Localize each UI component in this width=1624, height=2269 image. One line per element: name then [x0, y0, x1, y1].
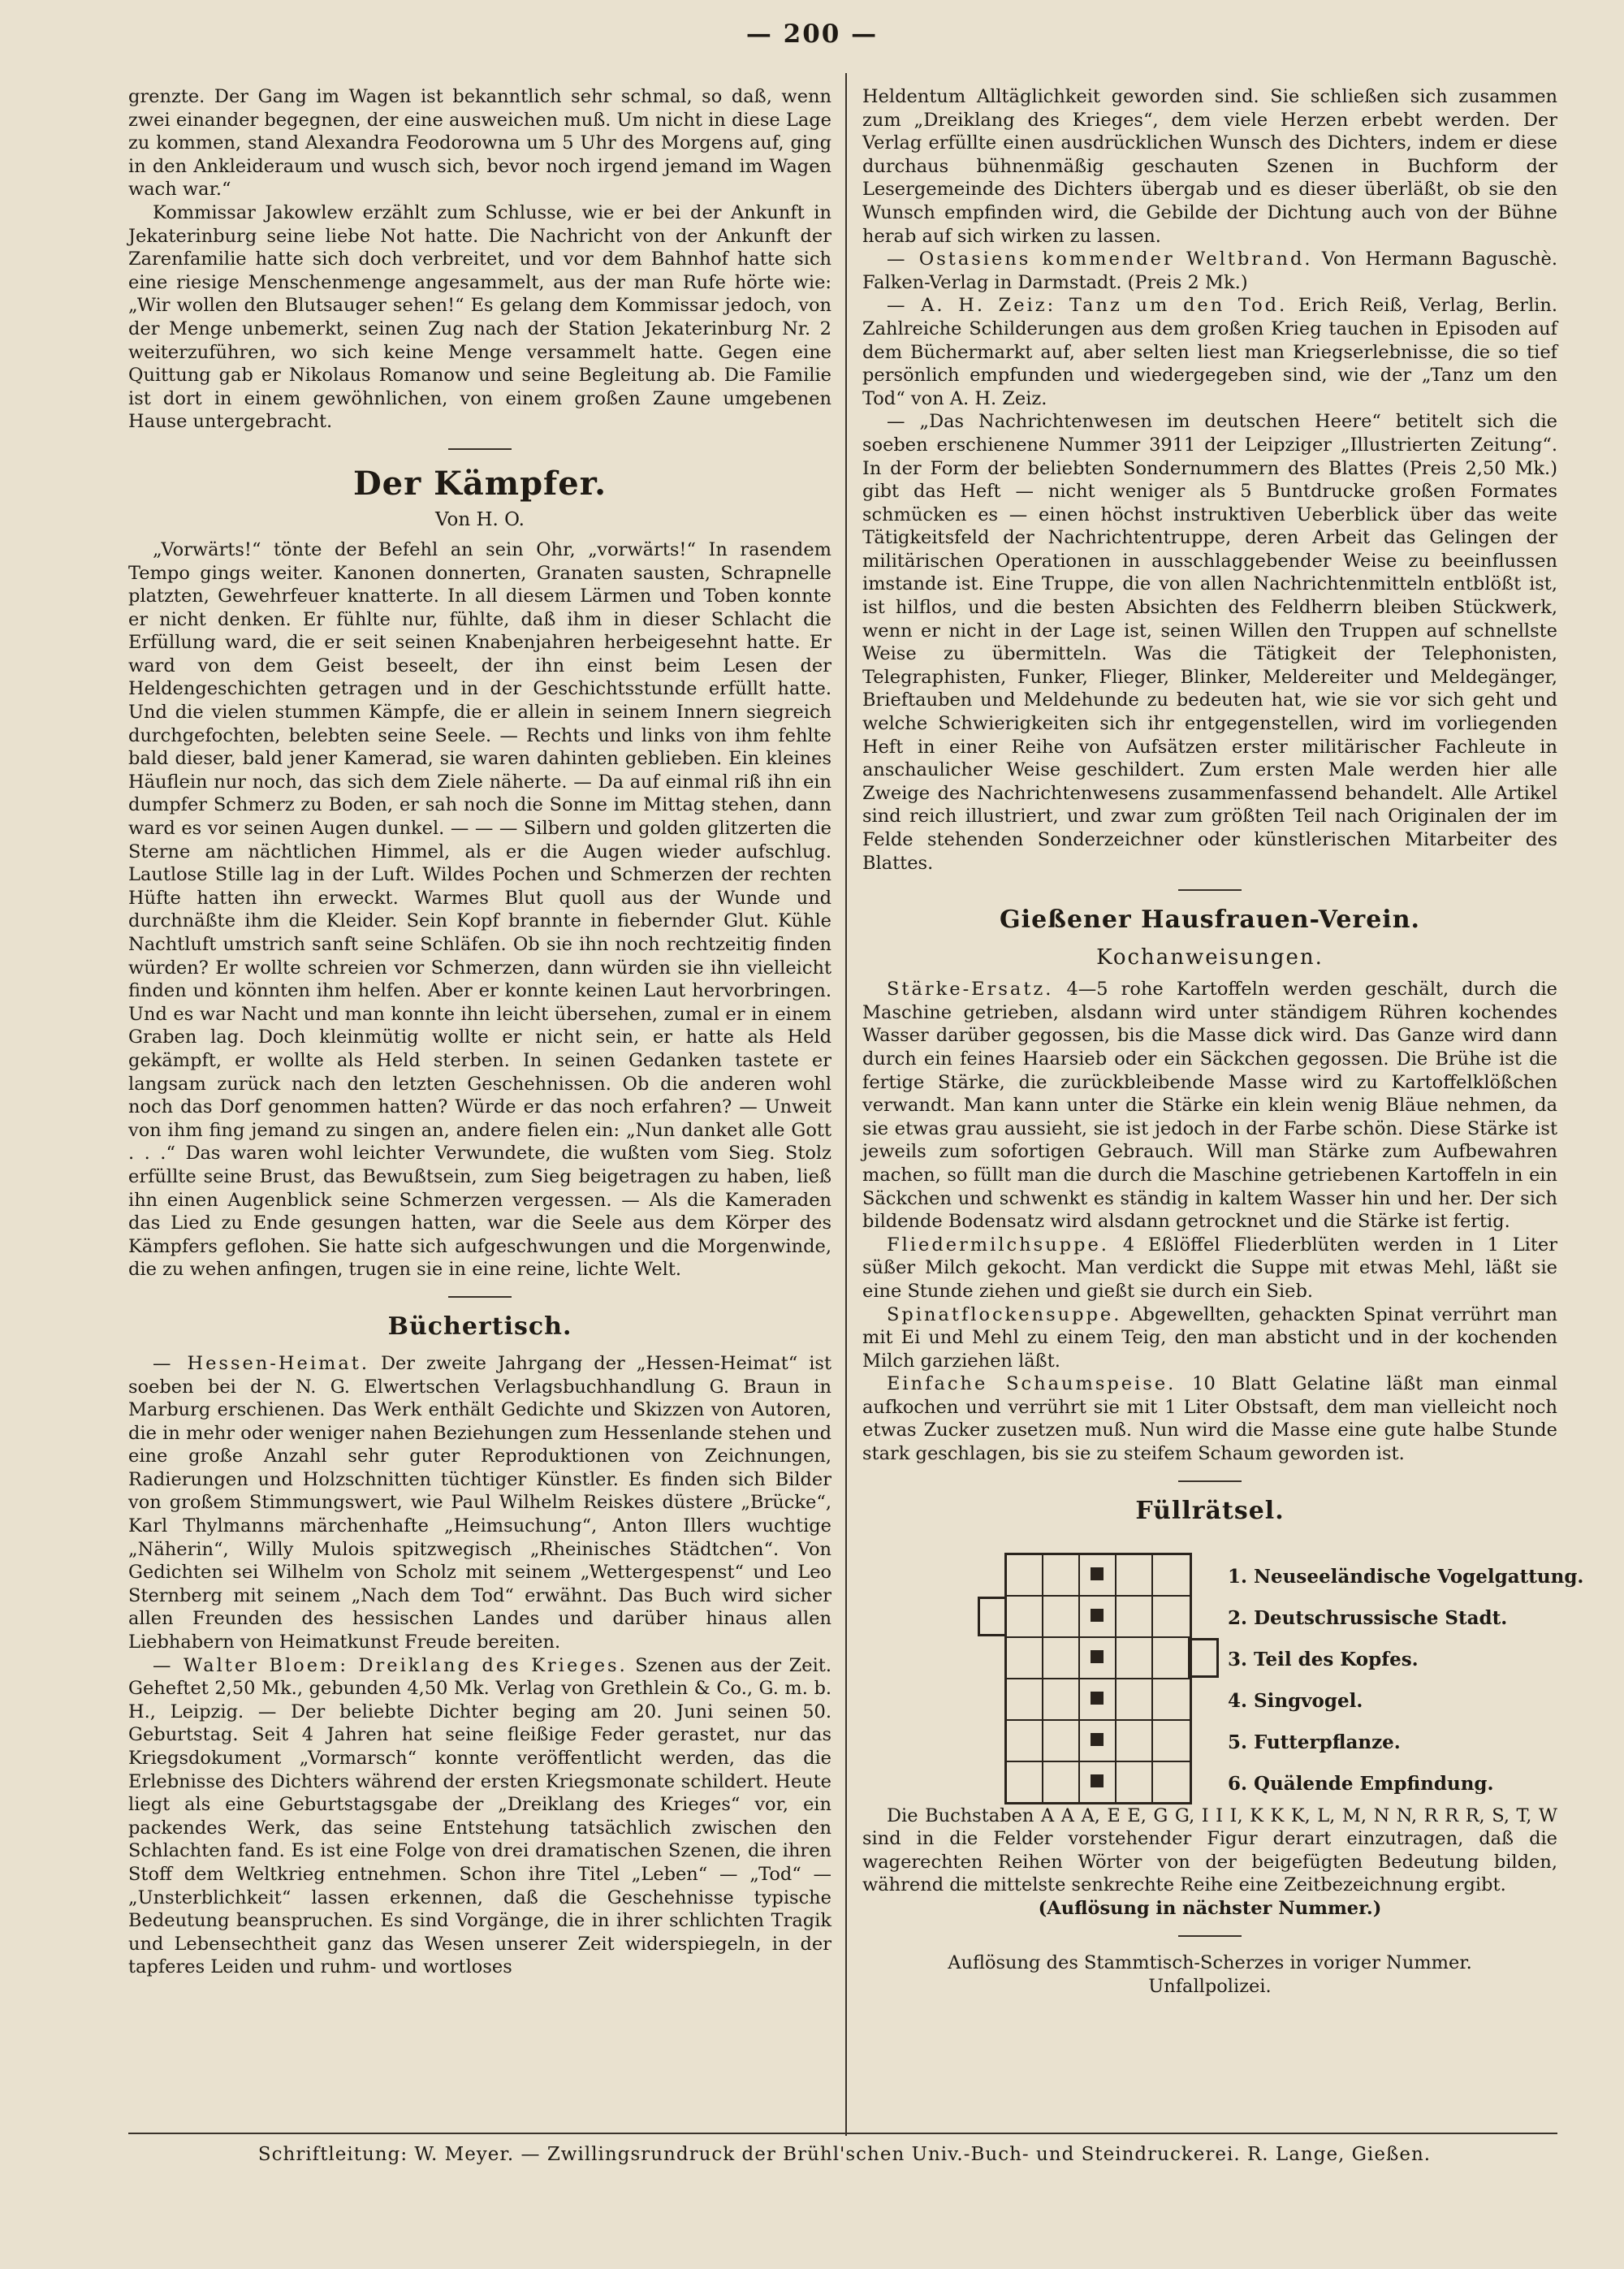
column-divider: [845, 73, 847, 2136]
book-review: [128, 1352, 831, 1654]
puzzle-cell: [1043, 1597, 1080, 1636]
fill-puzzle: [862, 1536, 1584, 1804]
book-review: — „Das Nachrichtenwesen im deutschen Heere“ betitelt sich die soeben erschienene Nummer 3911 der Leipziger „Illustrierten Zeitung“. In der Form der beliebten Sondernummern des Blattes (Preis 2,50 Mk.) gibt das Heft — nicht weniger als 5 Buntdrucke großen Formates schmücken es — einen höchst instruktiven Ueberblick über das weite Tätigkeitsfeld der Nachrichtentruppe, deren Arbeit das Gelingen der militärischen Operationen in ausschlaggebender Weise zu beeinflussen imstande ist. Eine Truppe, die von allen Nachrichtenmitteln entblößt ist, ist hilflos, und die besten Absichten des Feldherrn bleiben Stückwerk, wenn er nicht in der Lage ist, seinen Willen den Truppen auf schnellste Weise zu übermitteln. Was die Tätigkeit der Telephonisten, Telegraphisten, Funker, Flieger, Blinker, Meldereiter und Meldegänger, Brieftauben und Meldehunde zu bedeuten hat, wie sie vor sich geht und welche Schwierigkeiten sich ihr entgegenstellen, wird im vorliegenden Heft in einer Reihe von Aufsätzen erster militärischer Fachleute in anschaulicher Weise geschildert. Zum ersten Male werden hier alle Zweige des Nachrichtenwesens zusammenfassend behandelt. Alle Artikel sind reich illustriert, und zwar zum größten Teil nach Originalen der im Felde stehenden Sonderzeichner oder künstlerischen Mitarbeiter des Blattes.: [862, 411, 1557, 874]
puzzle-cell-middle: [1080, 1762, 1116, 1802]
recipe-text: 4 Eßlöffel Fliederblüten werden in 1 Liter süßer Milch gekocht. Man verdickt die Suppe mit etwas Mehl, läßt sie eine Stunde ziehen und gießt sie durch ein Sieb.: [862, 1234, 1557, 1302]
puzzle-cell: [1116, 1762, 1153, 1802]
puzzle-row: [1007, 1679, 1190, 1721]
puzzle-row: [1007, 1555, 1190, 1597]
section-subtitle: Kochanweisungen.: [1096, 945, 1324, 970]
recipe-text: 4—5 rohe Kartoffeln werden geschält, durch die Maschine getrieben, alsdann wird unter ständigem Rühren kochendes Wasser darüber gegossen, bis die Masse dick wird. Das Ganze wird dann durch ein feines Haarsieb oder ein Säckchen gegossen. Die Brühe ist die fertige Stärke, die zurückbleibende Masse wird zu Kartoffelklößchen verwandt. Man kann unter die Stärke ein klein wenig Bläue nehmen, da sie etwas grau aussieht, sie ist jedoch in der Farbe schön. Diese Stärke ist jeweils zum sofortigen Gebrauch. Will man Stärke zum Aufbewahren machen, so füllt man die durch die Maschine getriebenen Kartoffeln in ein Säckchen und schwenkt es ständig in kaltem Wasser hin und her. Der sich bildende Bodensatz wird alsdann getrocknet und die Stärke ist fertig.: [862, 979, 1557, 1233]
puzzle-cell: [1007, 1597, 1043, 1636]
puzzle-cell: [1043, 1721, 1080, 1761]
puzzle-cell-middle: [1080, 1638, 1116, 1678]
book-review: [862, 248, 1557, 294]
recipe-head: Fliedermilchsuppe.: [887, 1234, 1109, 1256]
puzzle-cell: [1116, 1679, 1153, 1719]
puzzle-instructions: Die Buchstaben A A A, E E, G G, I I I, K K K, L, M, N N, R R R, S, T, W sind in die Felder vorstehender Figur derart einzutragen, daß die wagerechten Reihen Wörter von der beigefügten Bedeutung bilden, während die mittelste senkrechte Reihe eine Zeitbezeichnung ergibt.: [862, 1804, 1557, 1896]
puzzle-cell: [1043, 1679, 1080, 1719]
recipe: [862, 978, 1557, 1234]
solution-heading: Auflösung des Stammtisch-Scherzes in voriger Nummer.: [948, 1952, 1472, 1974]
puzzle-cell: [1116, 1638, 1153, 1678]
puzzle-row: [1007, 1638, 1190, 1679]
puzzle-title: Füllrätsel.: [1135, 1496, 1285, 1525]
puzzle-grid: [1004, 1553, 1192, 1804]
puzzle-row: [1007, 1721, 1190, 1762]
section-title-buechertisch: Büchertisch.: [387, 1312, 572, 1341]
recipe-head: Einfache Schaumspeise.: [887, 1373, 1177, 1395]
book-review-head: — Ostasiens kommender Weltbrand.: [887, 249, 1313, 270]
story-author: Von H. O.: [435, 508, 525, 530]
puzzle-cell: [1007, 1555, 1043, 1595]
article-continuation: grenzte. Der Gang im Wagen ist bekanntlich sehr schmal, so daß, wenn zwei einander begegnen, der eine ausweichen muß. Um nicht in diese Lage zu kommen, stand Alexandra Feodorowna um 5 Uhr des Morgens auf, ging in den Ankleideraum und wusch sich, bevor noch irgend jemand im Wagen wach war.“: [128, 86, 831, 201]
puzzle-clue: 4. Singvogel.: [1228, 1689, 1363, 1712]
recipe-text: Abgewellten, gehackten Spinat verrührt man mit Ei und Mehl zu einem Teig, den man absticht und in der kochenden Milch garziehen läßt.: [862, 1303, 1557, 1372]
puzzle-row: [1007, 1597, 1190, 1638]
left-column: [128, 85, 831, 1979]
puzzle-clue: 2. Deutschrussische Stadt.: [1228, 1606, 1508, 1629]
puzzle-cell: [1116, 1721, 1153, 1761]
puzzle-cell: [1153, 1555, 1190, 1595]
puzzle-cell-middle: [1080, 1721, 1116, 1761]
book-review-head: — Walter Bloem: Dreiklang des Krieges.: [153, 1654, 628, 1676]
separator: [1178, 889, 1242, 891]
puzzle-clue: 6. Quälende Empfindung.: [1228, 1772, 1494, 1795]
puzzle-cell: [1153, 1597, 1190, 1636]
puzzle-cell: [1116, 1555, 1153, 1595]
puzzle-cell: [1153, 1638, 1190, 1678]
article-paragraph: Kommissar Jakowlew erzählt zum Schlusse, wie er bei der Ankunft in Jekaterinburg seine liebe Not hatte. Die Nachricht von der Ankunft der Zarenfamilie hatte sich doch verbreitet, und vor dem Bahnhof hatte sich eine riesige Menschenmenge angesammelt, aus der man Rufe hörte wie: „Wir wollen den Blutsauger sehen!“ Es gelang dem Kommissar jedoch, von der Menge unbemerkt, seinen Zug nach der Station Jekaterinburg Nr. 2 weiterzuführen, wo sich keine Menge versammelt hatte. Gegen eine Quittung gab er Nikolaus Romanow und seine Begleitung ab. Die Familie ist dort in einem gewöhnlichen, von einem großen Zaune umgebenen Hause untergebracht.: [128, 201, 831, 433]
separator: [1178, 1935, 1242, 1937]
puzzle-cell-middle: [1080, 1597, 1116, 1636]
puzzle-cell: [1007, 1762, 1043, 1802]
puzzle-cell: [1153, 1721, 1190, 1761]
footer-rule: [128, 2133, 1557, 2134]
puzzle-cell-middle: [1080, 1555, 1116, 1595]
separator: [1178, 1480, 1242, 1482]
book-review-text: Der zweite Jahrgang der „Hessen-Heimat“ ist soeben bei der N. G. Elwertschen Verlagsbuchhandlung G. Braun in Marburg erschienen. Das Werk enthält Gedichte und Skizzen von Autoren, die in mehr oder weniger nahen Beziehungen zum Hessenlande stehen und eine große Anzahl sehr guter Reproduktionen von Zeichnungen, Radierungen und Holzschnitten tüchtiger Künstler. Es finden sich Bilder von großem Stimmungswert, wie Paul Wilhelm Reiskes düstere „Brücke“, Karl Thylmanns märchenhafte „Heimsuchung“, Anton Illers wuchtige „Näherin“, Willy Mulois spitzwegisch „Rheinisches Städtchen“. Von Gedichten sei Wilhelm von Scholz mit seinem „Wettergespenst“ und Leo Sternberg mit seinem „Nach dem Tod“ erwähnt. Das Buch wird sicher allen Freunden des hessischen Landes und darüber hinaus allen Liebhabern von Heimatkunst Freude bereiten.: [128, 1352, 831, 1653]
page-number: — 200 —: [745, 19, 879, 49]
puzzle-cell: [1043, 1638, 1080, 1678]
recipe-head: Stärke-Ersatz.: [887, 979, 1054, 1001]
story-title: Der Kämpfer.: [352, 464, 607, 503]
review-continuation: Heldentum Alltäglichkeit geworden sind. Sie schließen sich zusammen zum „Dreiklang des Krieges“, dem viele Herzen erbebt werden. Der Verlag erfüllte einen ausdrücklichen Wunsch des Dichters, indem er diese durchaus bühnenmäßig geschauten Szenen in Buchform der Lesergemeinde des Dichters übergab und es dieser überläßt, ob sie den Wunsch empfinden wird, die Gebilde der Dichtung auch von der Bühne herab auf sich wirken zu lassen.: [862, 86, 1557, 247]
puzzle-cell-outer: [1190, 1638, 1219, 1678]
imprint-footer: Schriftleitung: W. Meyer. — Zwillingsrundruck der Brühl'schen Univ.-Buch- und Steindruckerei. R. Lange, Gießen.: [257, 2144, 1432, 2165]
separator: [448, 1296, 512, 1298]
section-title-hausfrauen: Gießener Hausfrauen-Verein.: [1000, 905, 1420, 935]
puzzle-note: (Auflösung in nächster Nummer.): [1038, 1898, 1382, 1920]
puzzle-cell-middle: [1080, 1679, 1116, 1719]
puzzle-cell: [1043, 1555, 1080, 1595]
story-text: „Vorwärts!“ tönte der Befehl an sein Ohr, „vorwärts!“ In rasendem Tempo gings weiter. Kanonen donnerten, Granaten sausten, Schrapnelle platzten, Gewehrfeuer knatterte. In all diesem Lärmen und Toben konnte er nicht denken. Er fühlte nur, fühlte, daß ihm in dieser Schlacht die Erfüllung ward, die er seit seinen Knabenjahren herbeigesehnt hatte. Er ward von dem Geist beseelt, der ihn einst beim Lesen der Heldengeschichten getragen und in der Geschichtsstunde erfüllt hatte. Und die vielen stummen Kämpfe, die er allein in seinem Innern siegreich durchgefochten, belebten seine Seele. — Rechts und links von ihm fehlte bald dieser, bald jener Kamerad, sie waren dahinten geblieben. Ein kleines Häuflein nur noch, das sich dem Ziele näherte. — Da auf einmal riß ihn ein dumpfer Schmerz zu Boden, er sah noch die Sonne im Mittag stehen, dann ward es vor seinen Augen dunkel. — — — Silbern und golden glitzerten die Sterne am nächtlichen Himmel, als er die Augen wieder aufschlug. Lautlose Stille lag in der Luft. Wildes Pochen und Schmerzen der rechten Hüfte hatten ihn erweckt. Warmes Blut quoll aus der Wunde und durchnäßte ihm die Kleider. Sein Kopf brannte in fiebernder Glut. Kühle Nachtluft umstrich sanft seine Schläfen. Ob sie ihn noch rechtzeitig finden würden? Er wollte schreien vor Schmerzen, dann würden sie ihn vielleicht finden und könnten ihm helfen. Aber er konnte keinen Laut hervorbringen. Und es war Nacht und man konnte ihn leicht übersehen, zumal er in einem Graben lag. Doch kleinmütig wollte er nicht sein, er hatte als Held gekämpft, er wollte als Held sterben. In seinen Gedanken tastete er langsam zurück nach den letzten Geschehnissen. Ob die anderen wohl noch das Dorf genommen hatten? Würde er das noch erfahren? — Unweit von ihm fing jemand zu singen an, andere fielen ein: „Nun danket alle Gott . . .“ Das waren wohl leichter Verwundete, die wußten vom Sieg. Stolz erfüllte seine Brust, das Bewußtsein, zum Sieg beigetragen zu haben, ließ ihn einen Augenblick seine Schmerzen vergessen. — Als die Kameraden das Lied zu Ende gesungen hatten, war die Seele aus dem Körper des Kämpfers geflohen. Sie hatte sich aufgeschwungen und die Morgenwinde, die zu wehen anfingen, trugen sie in eine reine, lichte Welt.: [128, 538, 831, 1281]
book-review-text: Szenen aus der Zeit. Geheftet 2,50 Mk., gebunden 4,50 Mk. Verlag von Grethlein & Co., G. m. b. H., Leipzig. — Der beliebte Dichter beging am 20. Juni seinen 50. Geburtstag. Seit 4 Jahren hat seine fleißige Feder gerastet, nur das Kriegsdokument „Vormarsch“ konnte veröffentlicht werden, das die Erlebnisse des Dichters während der ersten Kriegsmonate schildert. Heute liegt als eine Geburtstagsgabe der „Dreiklang des Krieges“ vor, ein packendes Werk, das seine Entstehung tatsächlich zwischen den Schlachten fand. Es ist eine Folge von drei dramatischen Szenen, die ihren Stoff dem Weltkrieg entnehmen. Schon ihre Titel „Leben“ — „Tod“ — „Unsterblichkeit“ lassen erkennen, daß die Geschehnisse typische Bedeutung beanspruchen. Es sind Vorgänge, die in ihrer schlichten Tragik und Lebensechtheit ganz das Wesen unserer Zeit widerspiegeln, in der tapferes Leiden und ruhm- und wortloses: [128, 1654, 831, 1978]
book-review-head: — Hessen-Heimat.: [153, 1352, 369, 1374]
puzzle-cell: [1153, 1679, 1190, 1719]
puzzle-clue: 3. Teil des Kopfes.: [1228, 1648, 1419, 1670]
recipe: [862, 1303, 1557, 1373]
puzzle-cell: [1116, 1597, 1153, 1636]
book-review-head: — A. H. Zeiz: Tanz um den Tod.: [887, 295, 1288, 317]
solution-text: Unfallpolizei.: [1148, 1976, 1272, 1998]
book-review: [128, 1654, 831, 1979]
puzzle-cell: [1043, 1762, 1080, 1802]
separator: [448, 448, 512, 450]
puzzle-cell-outer: [978, 1597, 1007, 1636]
book-review-text: Erich Reiß, Verlag, Berlin. Zahlreiche Schilderungen aus dem großen Krieg tauchen in Episoden auf dem Büchermarkt auf, aber selten liest man Kriegserlebnisse, die so tief persönlich empfunden und wiedergegeben sind, wie der „Tanz um den Tod“ von A. H. Zeiz.: [862, 295, 1557, 409]
puzzle-cell: [1007, 1638, 1043, 1678]
book-review-text: Von Hermann Baguschè. Falken-Verlag in Darmstadt. (Preis 2 Mk.): [862, 249, 1557, 293]
recipe-head: Spinatflockensuppe.: [887, 1303, 1122, 1325]
puzzle-clue: 5. Futterpflanze.: [1228, 1731, 1401, 1753]
right-column: [862, 85, 1584, 1999]
puzzle-row: [1007, 1762, 1190, 1802]
recipe-text: 10 Blatt Gelatine läßt man einmal aufkochen und verrührt sie mit 1 Liter Obstsaft, dem man vielleicht noch etwas Zucker zusetzen muß. Nun wird die Masse eine gute halbe Stunde stark geschlagen, bis sie zu steifem Schaum geworden ist.: [862, 1373, 1557, 1465]
puzzle-clue: 1. Neuseeländische Vogelgattung.: [1228, 1565, 1584, 1588]
puzzle-cell: [1007, 1721, 1043, 1761]
recipe: [862, 1372, 1557, 1465]
puzzle-clues: [1228, 1556, 1583, 1804]
book-review: [862, 294, 1557, 410]
recipe: [862, 1234, 1557, 1303]
puzzle-cell: [1007, 1679, 1043, 1719]
puzzle-cell: [1153, 1762, 1190, 1802]
